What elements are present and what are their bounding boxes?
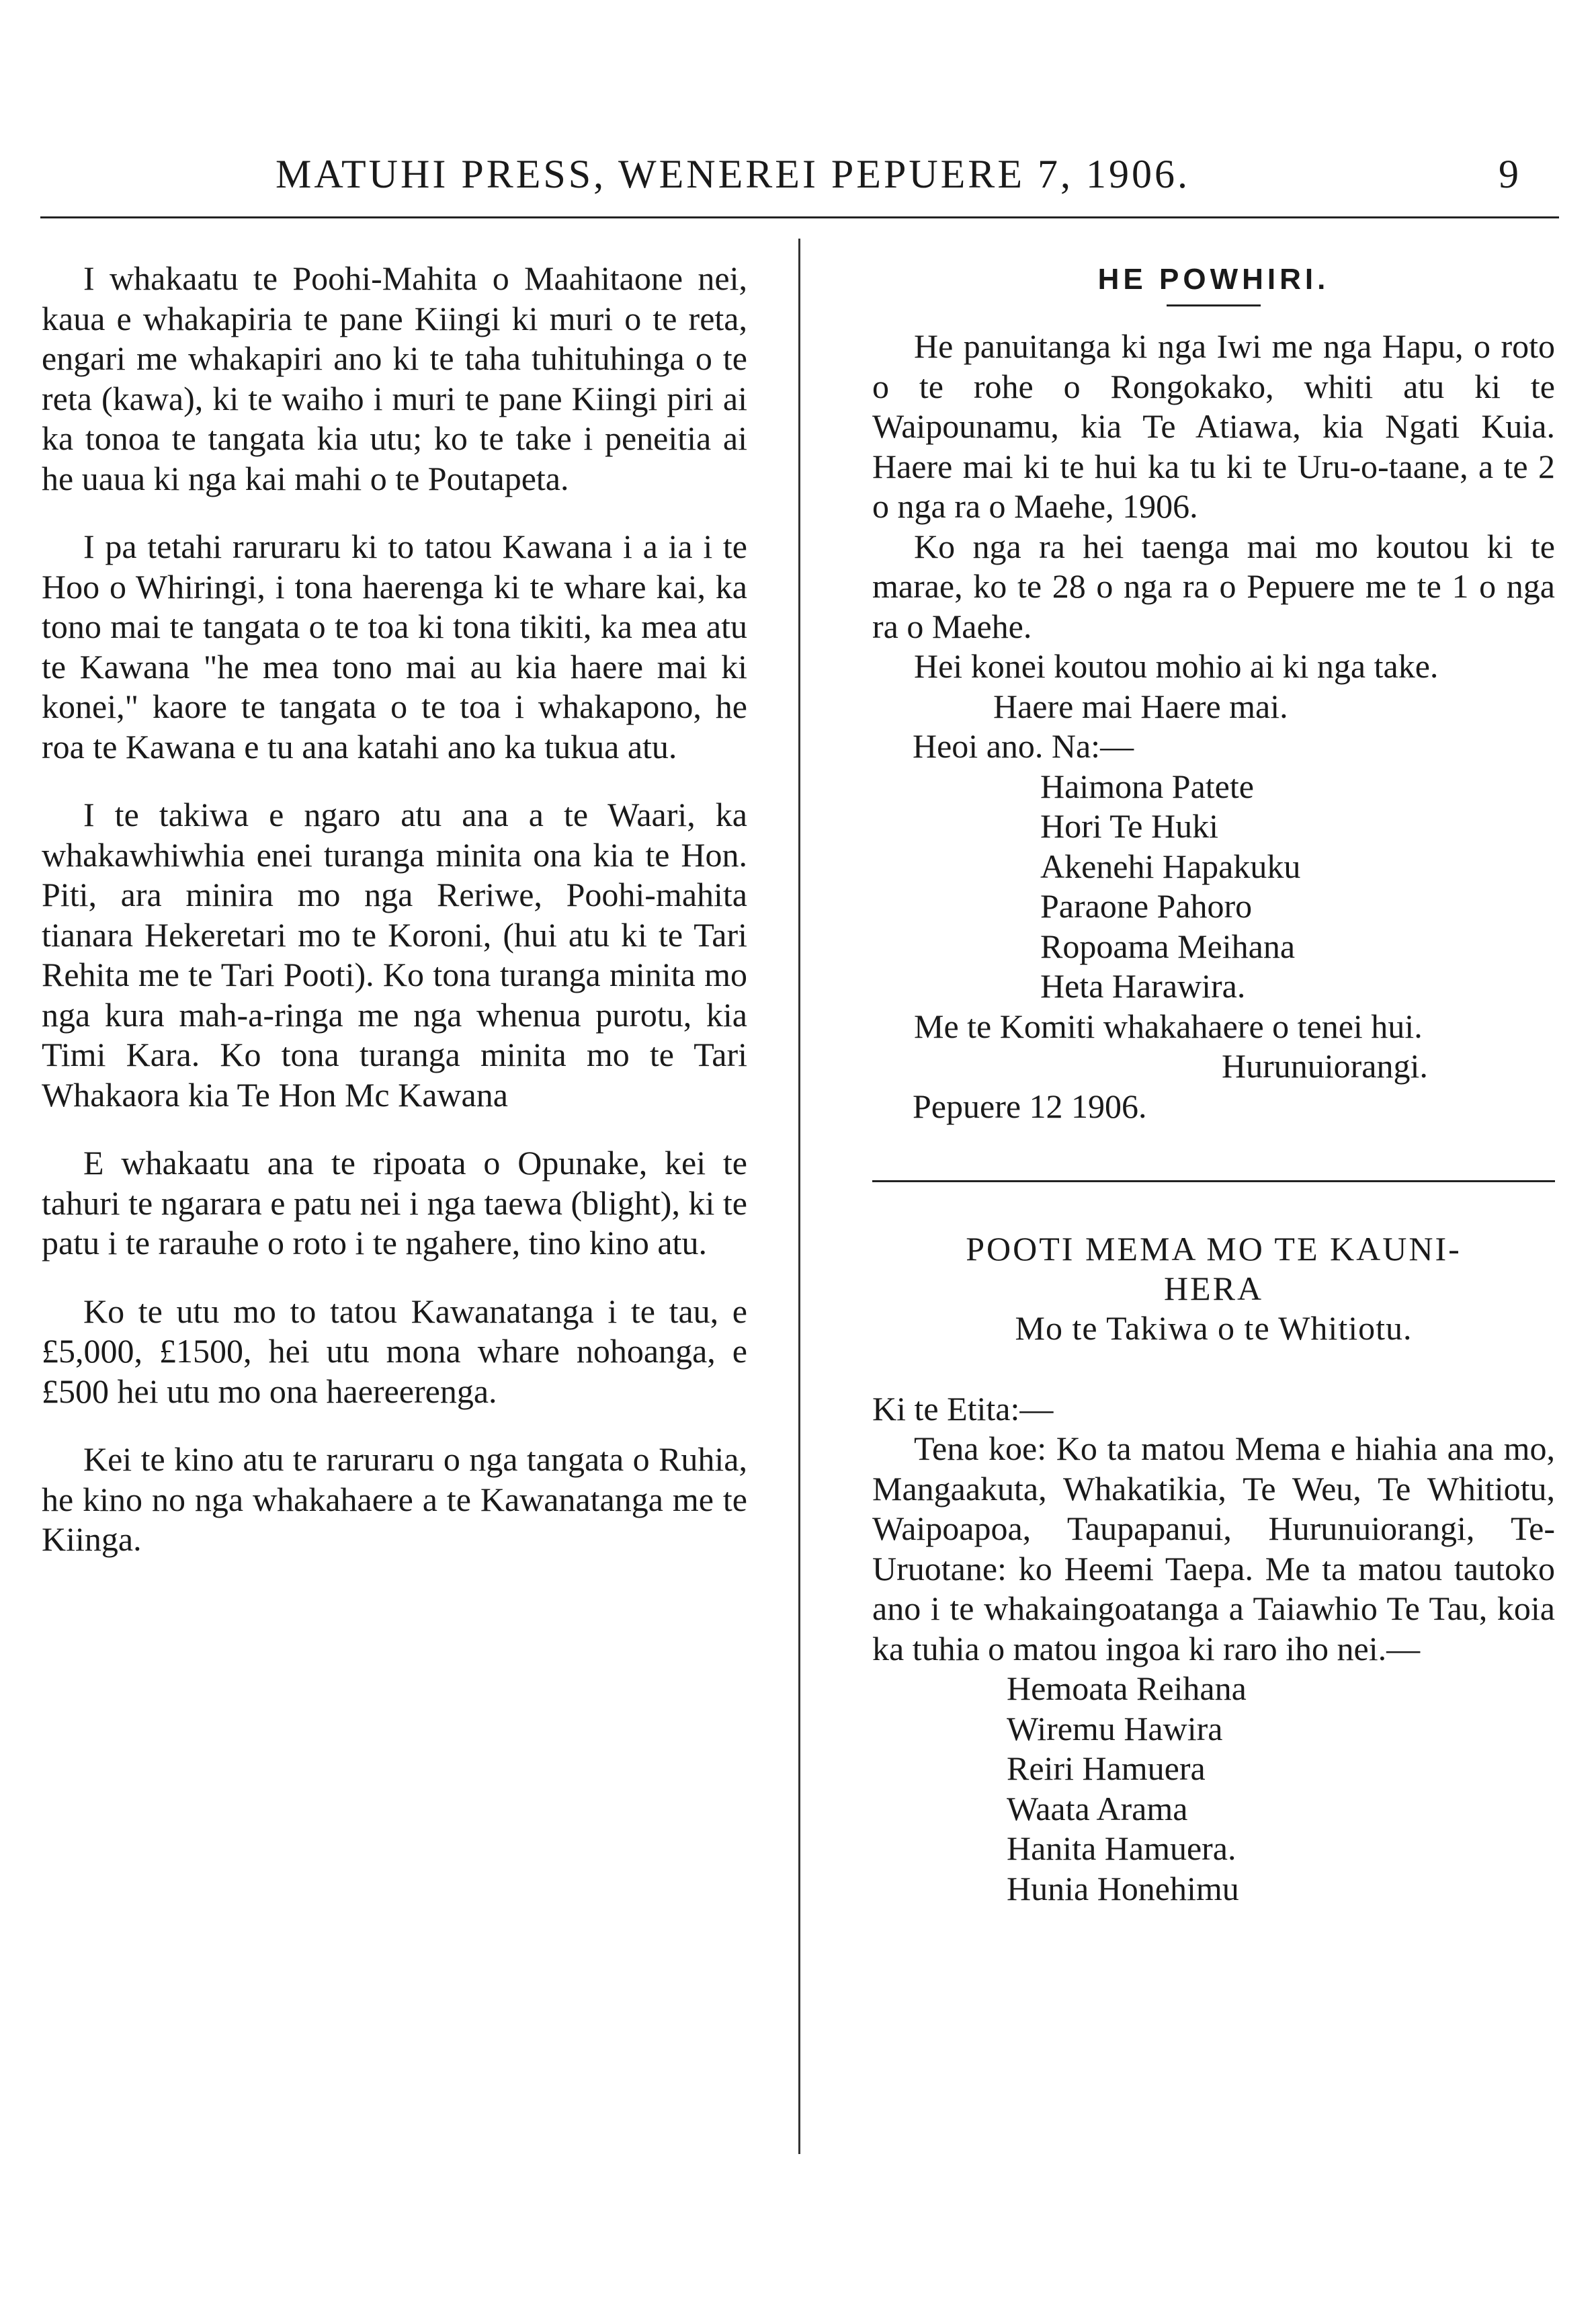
article-paragraph-opunake-blight: E whakaatu ana te ripoata o Opunake, kei te tahuri te ngarara e patu nei i nga taewa (blight), ki te patu i te rarauhe o roto i te ngahere, tino kino atu. xyxy=(42,1144,747,1262)
article-paragraph-russia: Kei te kino atu te raruraru o nga tangata o Ruhia, he kino no nga whakahaere a te Kawanatanga me te Kiinga. xyxy=(42,1440,747,1558)
article-paragraph-governor-fiji: I pa tetahi raruraru ki to tatou Kawana i a ia i te Hoo o Whiringi, i tona haerenga ki te whare kai, ka tono mai te tangata o te toa ki tona tikiti, ka mea atu te Kawana "he mea tono mai au kia haere mai ki konei," kaore te tangata o te toa i whakapono, he roa te Kawana e tu ana katahi ano ka tukua atu. xyxy=(42,528,747,766)
article-paragraph-governor-salary: Ko te utu mo to tatou Kawanatanga i te tau, e £5,000, £1500, hei utu mona whare nohoanga, e £500 hei utu mo ona haereerenga. xyxy=(42,1292,747,1410)
powhiri-paragraph: Ko nga ra hei taenga mai mo koutou ki te marae, ko te 28 o nga ra o Pepuere me te 1 o nga ra o Maehe. xyxy=(872,527,1555,645)
signatory: Waata Arama xyxy=(1007,1789,1188,1827)
signatory: Reiri Hamuera xyxy=(1007,1749,1206,1787)
signatory: Ropoama Meihana xyxy=(1040,927,1296,965)
signatory: Hori Te Huki xyxy=(1040,807,1218,845)
signatory: Akenehi Hapakuku xyxy=(1040,847,1301,885)
pooti-title-line1: POOTI MEMA MO TE KAUNI- xyxy=(966,1230,1462,1268)
haere-mai-line: Haere mai Haere mai. xyxy=(993,687,1288,725)
signatory: Heta Harawira. xyxy=(1040,967,1246,1005)
powhiri-notice xyxy=(872,259,1555,1126)
signatory: Hunia Honehimu xyxy=(1007,1869,1239,1907)
powhiri-paragraph: Hei konei koutou mohio ai ki nga take. xyxy=(914,647,1439,685)
header-rule xyxy=(40,216,1559,218)
committee-line: Me te Komiti whakahaere o tenei hui. xyxy=(914,1007,1423,1045)
left-column xyxy=(42,259,747,1560)
pooti-body: Tena koe: Ko ta matou Mema e hiahia ana mo, Mangaakuta, Whakatikia, Te Weu, Te Whitiotu, Waipoapoa, Taupapanui, Hurunuiorangi, Te-Uruotane: ko Heemi Taepa. Me ta matou tautoko ano i te whakaingoatanga a Taiawhio Te Tau, koia ka tuhia o matou ingoa ki raro iho nei.— xyxy=(872,1430,1555,1667)
salutation: Ki te Etita:— xyxy=(872,1389,1054,1428)
pooti-letter xyxy=(872,1229,1555,1909)
signatory: Haimona Patete xyxy=(1040,767,1254,805)
pooti-title-line2: HERA xyxy=(1163,1270,1264,1307)
heoi-line: Heoi ano. Na:— xyxy=(913,727,1134,765)
section-rule xyxy=(872,1180,1555,1182)
column-divider xyxy=(798,239,800,2154)
heading-underline xyxy=(1167,304,1261,306)
right-column xyxy=(872,259,1555,1909)
article-paragraph-postmaster: I whakaatu te Poohi-Mahita o Maahitaone nei, kaua e whakapiria te pane Kiingi ki muri o te reta, engari me whakapiri ano ki te taha tuhituhinga o te reta (kawa), ki te waiho i muri te pane Kiingi piri ai ka tonoa te tangata kia utu; ko te take i peneitia ai he uaua ki nga kai mahi o te Poutapeta. xyxy=(42,259,747,497)
place-line: Hurunuiorangi. xyxy=(1222,1047,1428,1085)
article-paragraph-ministers: I te takiwa e ngaro atu ana a te Waari, ka whakawhiwhia enei turanga minita ona kia te Hon. Piti, ara minira mo nga Reriwe, Poohi-mahita tianara Hekeretari mo te Koroni, (hui atu ki te Tari Rehita me te Tari Pooti). Ko tona turanga minita mo nga kura mah-a-ringa me nga whenua purotu, kia Timi Kara. Ko tona turanga minita mo te Tari Whakaora kia Te Hon Mc Kawana xyxy=(42,796,747,1114)
signatory: Hemoata Reihana xyxy=(1007,1669,1247,1707)
signatory: Hanita Hamuera. xyxy=(1007,1829,1236,1867)
signatory: Wiremu Hawira xyxy=(1007,1709,1223,1747)
date-line: Pepuere 12 1906. xyxy=(913,1087,1147,1125)
page-header xyxy=(40,151,1559,198)
powhiri-heading: HE POWHIRI. xyxy=(1097,263,1330,296)
masthead-title: MATUHI PRESS, WENEREI PEPUERE 7, 1906. xyxy=(276,152,1190,196)
powhiri-paragraph: He panuitanga ki nga Iwi me nga Hapu, o roto o te rohe o Rongokako, whiti atu ki te Waipounamu, kia Te Atiawa, kia Ngati Kuia. Haere mai ki te hui ka tu ki te Uru-o-taane, a te 2 o nga ra o Maehe, 1906. xyxy=(872,327,1555,525)
pooti-subtitle: Mo te Takiwa o te Whitiotu. xyxy=(1015,1309,1413,1347)
page-number: 9 xyxy=(1499,152,1519,196)
signatory: Paraone Pahoro xyxy=(1040,887,1253,925)
